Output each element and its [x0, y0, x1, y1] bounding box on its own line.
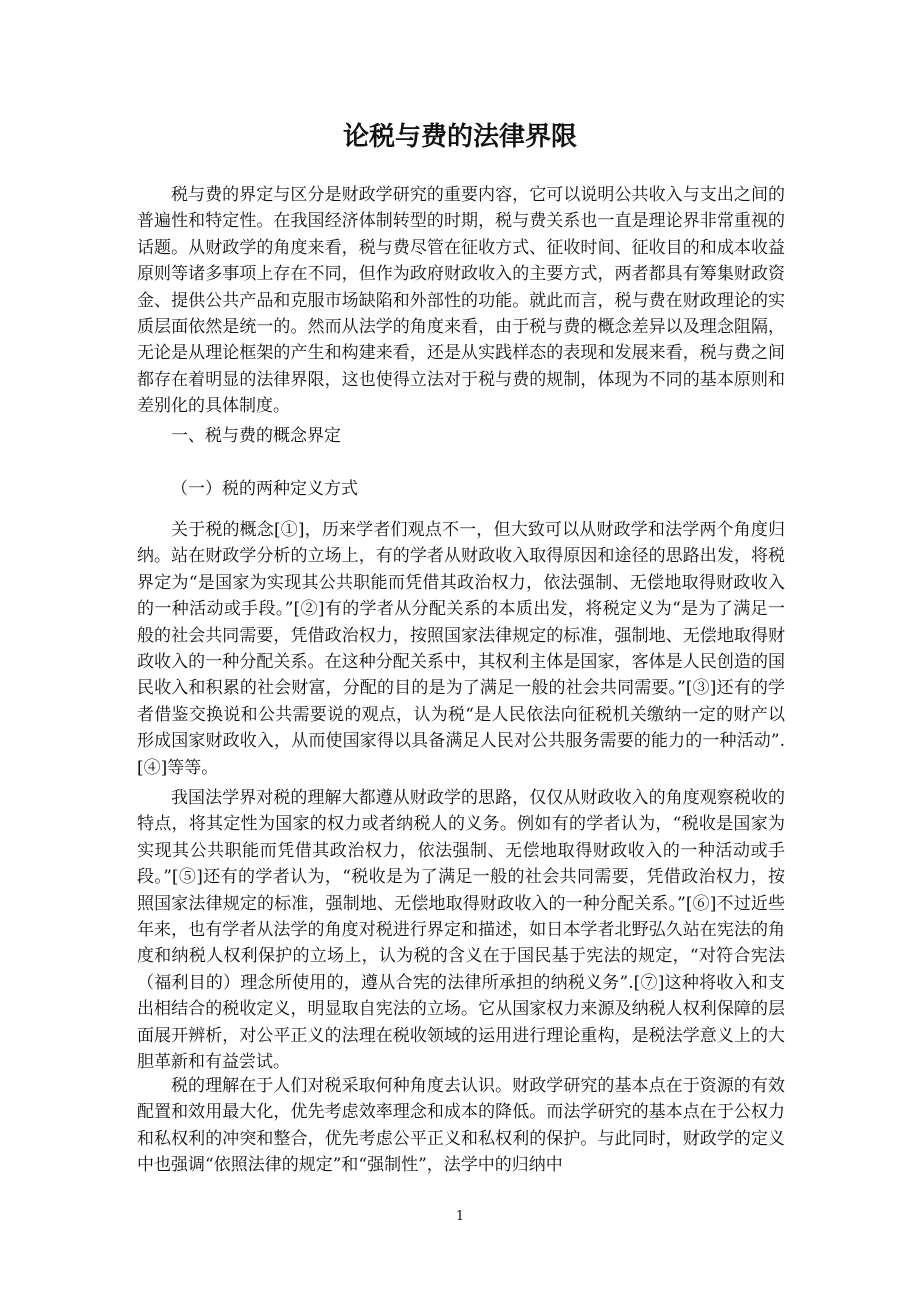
legal-view-paragraph: 我国法学界对税的理解大都遵从财政学的思路，仅仅从财政收入的角度观察税收的特点，将其定性为国家的权力或者纳税人的义务。例如有的学者认为，“税收是国家为实现其公共职能而凭借其政治权力，依法强制、无偿地取得财政收入的一种活动或手段。”[⑤]还有的学者认为，“税收是为了满足一般的社会共同需要，凭借政治权力，按照国家法律规定的标准，强制地、无偿地取得财政收入的一种分配关系。”[⑥]不过近些年来，也有学者从法学的角度对税进行界定和描述，如日本学者北野弘久站在宪法的角度和纳税人权利保护的立场上，认为税的含义在于国民基于宪法的规定，“对符合宪法（福利目的）理念所使用的，遵从合宪的法律所承担的纳税义务”.[⑦]这种将收入和支出相结合的税收定义，明显取自宪法的立场。它从国家权力来源及纳税人权利保障的层面展开辨析，对公平正义的法理在税收领域的运用进行理论重构，是税法学意义上的大胆革新和有益尝试。: [137, 788, 785, 1073]
section-heading: 一、税与费的概念界定: [171, 426, 341, 446]
understanding-paragraph: 税的理解在于人们对税采取何种角度去认识。财政学研究的基本点在于资源的有效配置和效用最大化，优先考虑效率理念和成本的降低。而法学研究的基本点在于公权力和私权利的冲突和整合，优先考虑公平正义和私权利的保护。与此同时，财政学的定义中也强调“依照法律的规定”和“强制性”，法学中的归纳中: [137, 1076, 785, 1176]
tax-concept-paragraph: 关于税的概念[①]，历来学者们观点不一，但大致可以从财政学和法学两个角度归纳。站在财政学分析的立场上，有的学者从财政收入取得原因和途径的思路出发，将税界定为“是国家为实现其公共职能而凭借其政治权力，依法强制、无偿地取得财政收入的一种活动或手段。”[②]有的学者从分配关系的本质出发，将税定义为“是为了满足一般的社会共同需要，凭借政治权力，按照国家法律规定的标准，强制地、无偿地取得财政收入的一种分配关系。在这种分配关系中，其权利主体是国家，客体是人民创造的国民收入和积累的社会财富，分配的目的是为了满足一般的社会共同需要。”[③]还有的学者借鉴交换说和公共需要说的观点，认为税“是人民依法向征税机关缴纳一定的财产以形成国家财政收入，从而使国家得以具备满足人民对公共服务需要的能力的一种活动”.[④]等等。: [137, 520, 785, 778]
intro-paragraph: 税与费的界定与区分是财政学研究的重要内容，它可以说明公共收入与支出之间的普遍性和特定性。在我国经济体制转型的时期，税与费关系也一直是理论界非常重视的话题。从财政学的角度来看，税与费尽管在征收方式、征收时间、征收目的和成本收益原则等诸多事项上存在不同，但作为政府财政收入的主要方式，两者都具有筹集财政资金、提供公共产品和克服市场缺陷和外部性的功能。就此而言，税与费在财政理论的实质层面依然是统一的。然而从法学的角度来看，由于税与费的概念差异以及理念阻隔，无论是从理论框架的产生和构建来看，还是从实践样态的表现和发展来看，税与费之间都存在着明显的法律界限，这也使得立法对于税与费的规制，体现为不同的基本原则和差别化的具体制度。: [137, 185, 785, 417]
subsection-heading: （一）税的两种定义方式: [171, 479, 358, 499]
document-title: 论税与费的法律界限: [342, 122, 577, 152]
page-number: 1: [455, 1209, 465, 1224]
